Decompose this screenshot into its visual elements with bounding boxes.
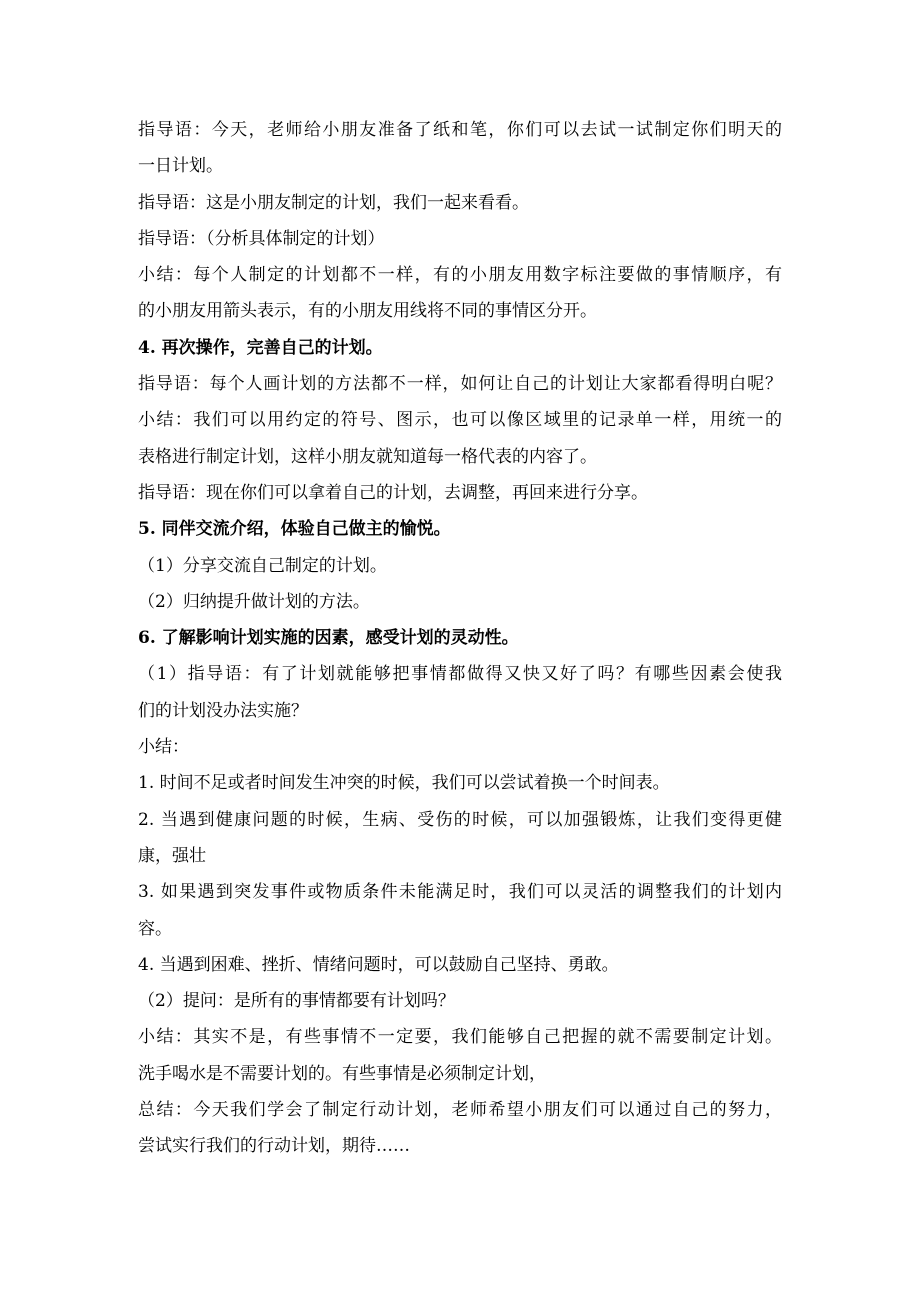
- text-line: 指导语：每个人画计划的方法都不一样，如何让自己的计划让大家都看得明白呢？: [138, 374, 782, 395]
- document-body: [138, 112, 782, 1165]
- text-line: 小结：: [138, 737, 189, 758]
- text-line: 3. 如果遇到突发事件或物质条件未能满足时，我们可以灵活的调整我们的计划内: [138, 882, 782, 903]
- text-line: 小结：其实不是，有些事情不一定要，我们能够自己把握的就不需要制定计划。: [138, 1027, 782, 1048]
- text-line: （1）指导语：有了计划就能够把事情都做得又快又好了吗？有哪些因素会使我: [138, 664, 782, 685]
- text-line: 4. 当遇到困难、挫折、情绪问题时，可以鼓励自己坚持、勇敢。: [138, 954, 619, 975]
- text-line: （2）提问：是所有的事情都要有计划吗？: [138, 991, 455, 1012]
- section-heading: 4. 再次操作，完善自己的计划。: [138, 337, 383, 358]
- section-heading: 6. 了解影响计划实施的因素，感受计划的灵动性。: [138, 628, 519, 649]
- text-line: （1）分享交流自己制定的计划。: [138, 555, 387, 576]
- text-line: 的小朋友用箭头表示，有的小朋友用线将不同的事情区分开。: [138, 301, 597, 322]
- text-line: 尝试实行我们的行动计划，期待……: [138, 1136, 410, 1157]
- text-line: 总结：今天我们学会了制定行动计划，老师希望小朋友们可以通过自己的努力，: [138, 1100, 782, 1121]
- text-line: （2）归纳提升做计划的方法。: [138, 591, 370, 612]
- text-line: 一日计划。: [138, 156, 223, 177]
- text-line: 们的计划没办法实施？: [138, 700, 308, 721]
- text-line: 指导语：今天，老师给小朋友准备了纸和笔，你们可以去试一试制定你们明天的: [138, 120, 782, 140]
- section-heading: 5. 同伴交流介绍，体验自己做主的愉悦。: [138, 519, 451, 540]
- text-line: 康，强壮: [138, 845, 206, 866]
- text-line: 洗手喝水是不需要计划的。有些事情是必须制定计划，: [138, 1063, 546, 1084]
- text-line: 容。: [138, 918, 172, 939]
- text-line: 小结：每个人制定的计划都不一样，有的小朋友用数字标注要做的事情顺序，有: [138, 265, 782, 286]
- text-line: 1. 时间不足或者时间发生冲突的时候，我们可以尝试着换一个时间表。: [138, 773, 670, 794]
- text-line: 指导语：（分析具体制定的计划）: [138, 228, 385, 249]
- text-line: 小结：我们可以用约定的符号、图示，也可以像区域里的记录单一样，用统一的: [138, 410, 782, 431]
- text-line: 指导语：这是小朋友制定的计划，我们一起来看看。: [138, 192, 529, 213]
- text-line: 表格进行制定计划，这样小朋友就知道每一格代表的内容了。: [138, 446, 597, 467]
- text-line: 2. 当遇到健康问题的时候，生病、受伤的时候，可以加强锻炼，让我们变得更健: [138, 809, 782, 830]
- text-line: 指导语：现在你们可以拿着自己的计划，去调整，再回来进行分享。: [138, 482, 648, 503]
